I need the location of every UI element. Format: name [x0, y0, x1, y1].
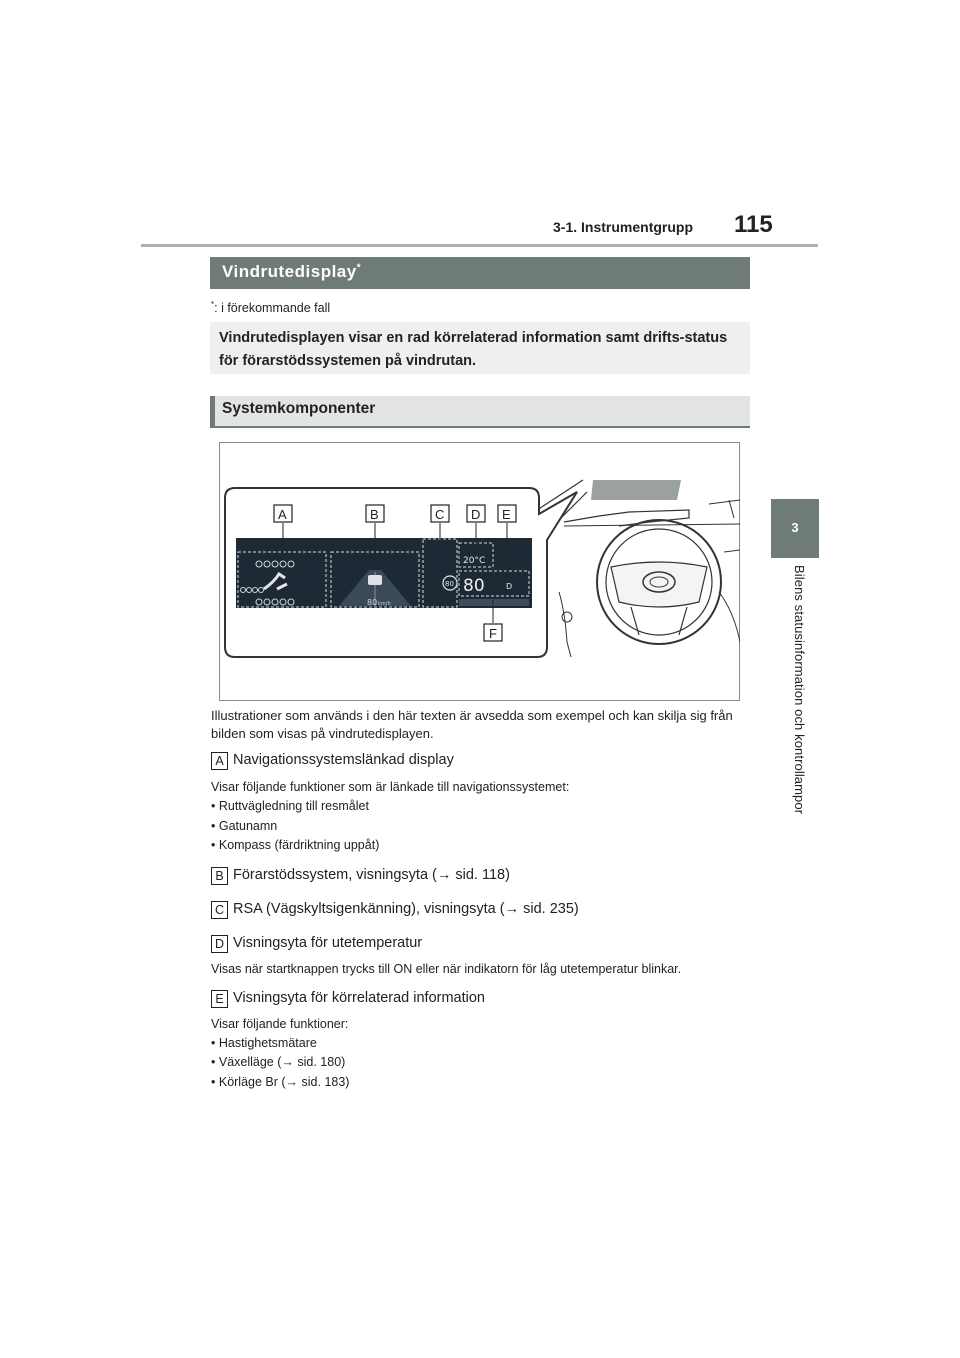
svg-text:km/h: km/h: [378, 601, 391, 607]
svg-text:20°C: 20°C: [463, 556, 486, 566]
section-title: 3-1. Instrumentgrupp: [553, 219, 694, 235]
subheading-accent: [210, 396, 215, 428]
item-e-bullet-3: • Körläge Br (→ sid. 183): [211, 1075, 350, 1089]
hud-illustration: [219, 442, 740, 701]
steering-wheel: [597, 520, 721, 644]
intro-text: Vindrutedisplayen visar en rad körrelaterad information samt drifts-status för förarstödssystemen på vindrutan.: [219, 330, 728, 369]
item-e-title: Visningsyta för körrelaterad information: [233, 990, 485, 1006]
item-e-desc: Visar följande funktioner:: [211, 1017, 349, 1031]
item-d-letter: D: [211, 935, 228, 953]
item-e-bullet-2: • Växelläge (→ sid. 180): [211, 1055, 346, 1069]
svg-text:F: F: [489, 626, 497, 641]
item-e-letter: E: [211, 990, 228, 1008]
item-c-title: RSA (Vägskyltsigenkänning), visningsyta (→ sid. 235): [233, 901, 579, 917]
svg-text:C: C: [435, 507, 445, 522]
item-a-title: Navigationssystemslänkad display: [233, 752, 454, 768]
svg-text:80: 80: [445, 580, 454, 588]
item-a-bullet-1: • Ruttvägledning till resmålet: [211, 799, 369, 813]
car-icon: [368, 575, 382, 585]
chapter-number: 3: [791, 520, 799, 535]
item-b-letter: B: [211, 867, 228, 885]
svg-text:80: 80: [463, 576, 485, 596]
item-c-letter: C: [211, 901, 228, 919]
svg-text:B: B: [370, 507, 379, 522]
item-b-title: Förarstödssystem, visningsyta (→ sid. 118): [233, 867, 510, 883]
page-title: Vindrutedisplay*: [222, 262, 362, 281]
svg-text:D: D: [471, 507, 481, 522]
footnote: *: i förekommande fall: [211, 300, 331, 316]
item-a-desc: Visar följande funktioner som är länkade till navigationssystemet:: [211, 780, 570, 794]
svg-text:D: D: [506, 582, 513, 591]
item-e-bullet-1: • Hastighetsmätare: [211, 1036, 317, 1050]
item-a-bullet-3: • Kompass (färdriktning uppåt): [211, 838, 380, 852]
svg-text:A: A: [278, 507, 287, 522]
item-a-letter: A: [211, 752, 228, 770]
chapter-label: Bilens statusinformation och kontrollampor: [792, 565, 807, 815]
item-a-bullet-2: • Gatunamn: [211, 819, 278, 833]
svg-text:80: 80: [367, 598, 378, 607]
item-d-desc: Visas när startknappen trycks till ON eller när indikatorn för låg utetemperatur blinkar.: [211, 962, 682, 976]
item-d-title: Visningsyta för utetemperatur: [233, 935, 423, 951]
svg-text:E: E: [502, 507, 511, 522]
figure-caption: Illustrationer som används i den här texten är avsedda som exempel och kan skilja sig från bilden som visas på vindrutedisplayen.: [211, 708, 733, 741]
projection-plate: [591, 480, 681, 500]
page-number: 115: [734, 211, 773, 238]
header-rule: [141, 244, 818, 247]
subheading: Systemkomponenter: [222, 400, 376, 417]
